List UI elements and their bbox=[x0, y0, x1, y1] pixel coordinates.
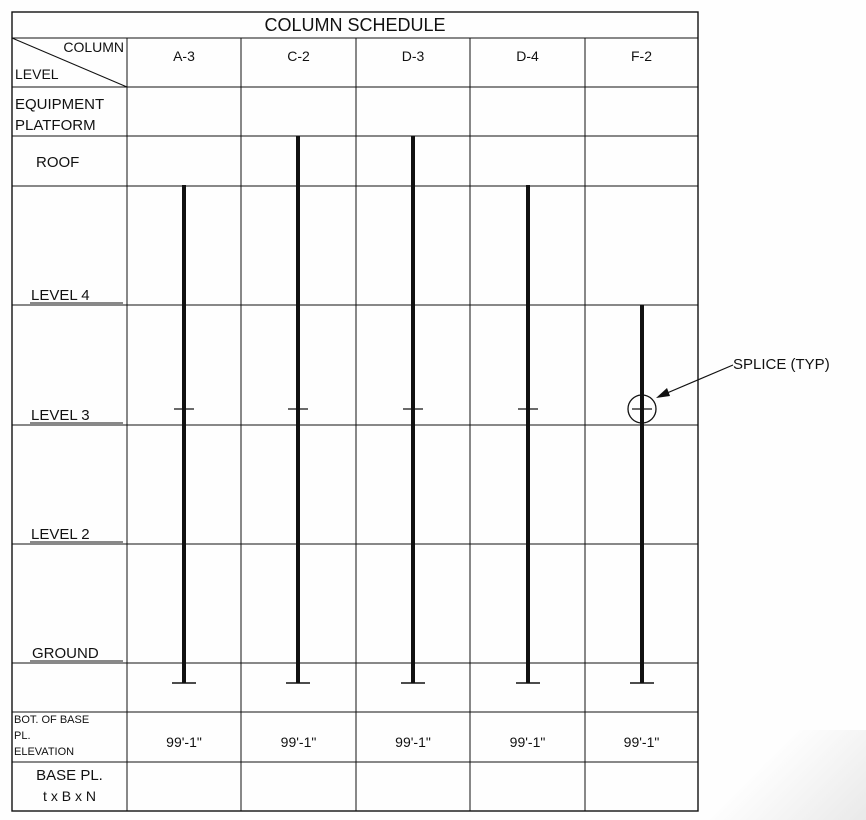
elevation-row-label-1: BOT. OF BASE bbox=[14, 714, 90, 726]
level-label-level2: LEVEL 2 bbox=[31, 526, 90, 543]
column-header: D-4 bbox=[516, 48, 539, 64]
level-label-level3: LEVEL 3 bbox=[31, 407, 90, 424]
base-plate-label: BASE PL. bbox=[36, 767, 103, 784]
elevation-value: 99'-1" bbox=[166, 734, 202, 750]
level-label-roof: ROOF bbox=[36, 154, 80, 171]
column-header: F-2 bbox=[631, 48, 652, 64]
level-label-level4: LEVEL 4 bbox=[31, 287, 90, 304]
base-plate-dims-label: t x B x N bbox=[43, 788, 96, 804]
level-label-platform: PLATFORM bbox=[15, 117, 96, 134]
schedule-title: COLUMN SCHEDULE bbox=[264, 15, 446, 35]
elevation-value: 99'-1" bbox=[395, 734, 431, 750]
elevation-value: 99'-1" bbox=[280, 734, 317, 750]
arrowhead bbox=[656, 388, 670, 398]
splice-callout-label: SPLICE (TYP) bbox=[733, 356, 830, 373]
column-header: C-2 bbox=[287, 48, 310, 64]
table-border bbox=[12, 12, 698, 811]
level-label-ground: GROUND bbox=[32, 645, 99, 662]
column-header: D-3 bbox=[401, 48, 425, 64]
elevation-row-label-2: PL. bbox=[14, 730, 31, 742]
elevation-value: 99'-1" bbox=[623, 734, 660, 750]
elevation-row-label-3: ELEVATION bbox=[14, 746, 75, 758]
column-header: A-3 bbox=[173, 48, 195, 64]
leader-line bbox=[660, 365, 733, 396]
header-column-label: COLUMN bbox=[63, 39, 124, 55]
elevation-value: 99'-1" bbox=[509, 734, 546, 750]
header-level-label: LEVEL bbox=[15, 66, 59, 82]
level-label-equipment: EQUIPMENT bbox=[15, 96, 105, 113]
